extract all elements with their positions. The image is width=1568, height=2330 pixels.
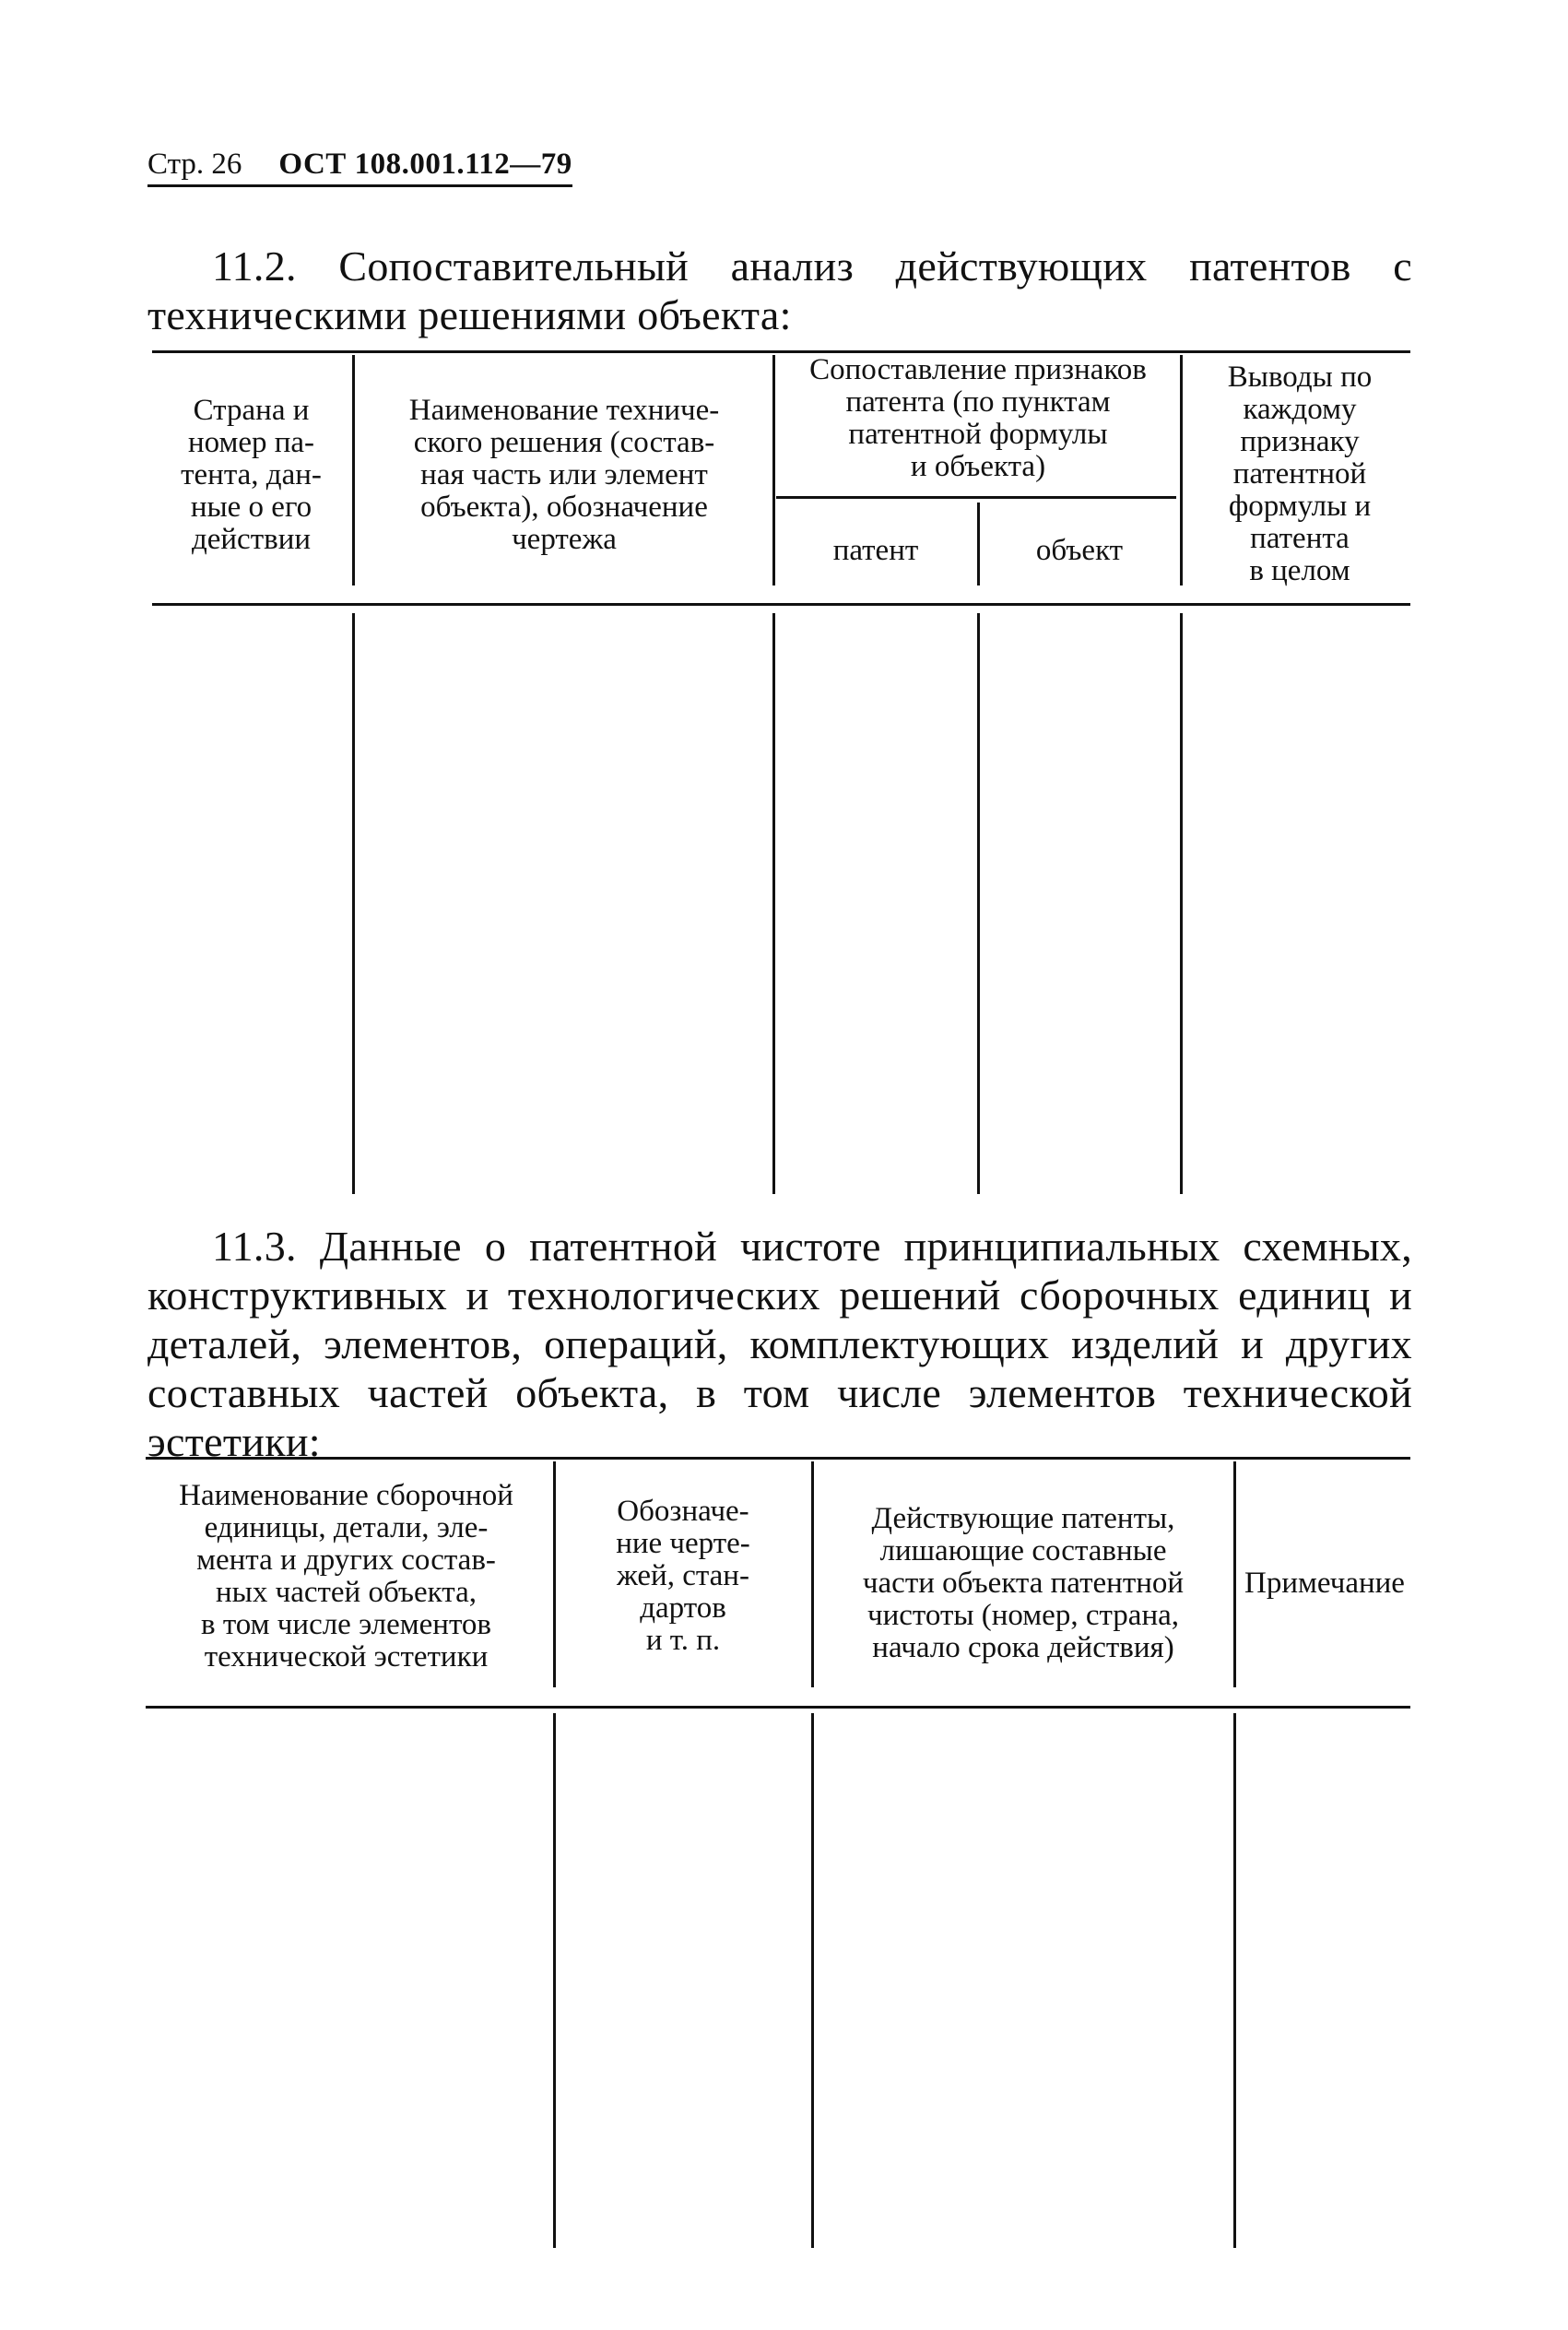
- header-designation: Обозначе- ние черте- жей, стан- дартов и т. п.: [616, 1495, 750, 1657]
- section-11-3-heading: 11.3. Данные о патентной чистоте принципиальных схемных, конструктивных и технологических решений сборочных единиц и деталей, элементов, операций, комплектующих изделий и других составных частей объекта, в том числе элементов технической эстетики:: [147, 1223, 1412, 1465]
- col-divider: [553, 1461, 556, 1687]
- col-divider: [1233, 1461, 1236, 1687]
- document-code: ОСТ 108.001.112—79: [278, 148, 572, 181]
- col-divider: [811, 1461, 814, 1687]
- section-11-2-heading: 11.2. Сопоставительный анализ действующих патентов с техническими решениями объекта:: [147, 242, 1412, 338]
- header-component-name: Наименование сборочной единицы, детали, эле- мента и других состав- ных частей объекта, в том числе элементов технической эстетики: [179, 1479, 513, 1674]
- table-header-rule: [146, 1706, 1410, 1709]
- table-subheader-rule: [776, 496, 1176, 499]
- subheader-patent: патент: [832, 534, 919, 567]
- header-note: Примечание: [1244, 1567, 1405, 1600]
- table-top-rule: [146, 1457, 1410, 1460]
- col-divider: [772, 355, 775, 585]
- col-divider: [1233, 1713, 1236, 2248]
- page-number: Стр. 26: [147, 148, 242, 181]
- table-top-rule: [152, 350, 1410, 353]
- table-header-rule: [152, 603, 1410, 606]
- header-technical-solution: Наименование техниче- ского решения (состав- ная часть или элемент объекта), обозначение чертежа: [408, 394, 720, 556]
- header-country-patent: Страна и номер па- тента, дан- ные о его действии: [181, 394, 322, 556]
- col-divider: [352, 355, 355, 585]
- subheader-object: объект: [1035, 534, 1124, 567]
- col-divider: [811, 1713, 814, 2248]
- header-active-patents: Действующие патенты, лишающие составные части объекта патентной чистоты (номер, страна, начало срока действия): [862, 1502, 1185, 1664]
- col-divider: [772, 613, 775, 1194]
- header-conclusions: Выводы по каждому признаку патентной формулы и патента в целом: [1227, 361, 1373, 587]
- page-header: [147, 146, 572, 187]
- col-divider: [1180, 613, 1183, 1194]
- header-feature-comparison: Сопоставление признаков патента (по пунктам патентной формулы и объекта): [809, 353, 1147, 483]
- col-divider: [553, 1713, 556, 2248]
- col-divider: [977, 613, 980, 1194]
- col-divider: [977, 503, 980, 585]
- col-divider: [352, 613, 355, 1194]
- col-divider: [1180, 355, 1183, 585]
